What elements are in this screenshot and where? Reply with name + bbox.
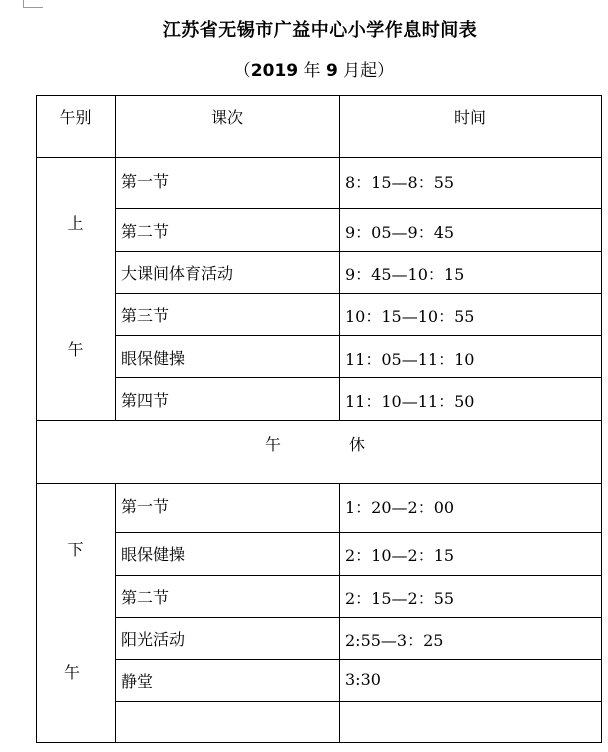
morning-lesson-6: 第四节 bbox=[121, 391, 170, 410]
table-line bbox=[115, 659, 602, 660]
header-lesson: 课次 bbox=[210, 108, 243, 127]
subtitle-close: 月起） bbox=[337, 61, 395, 81]
morning-time-3: 9：45—10：15 bbox=[345, 265, 465, 284]
table-line bbox=[36, 420, 602, 421]
morning-time-6: 11：10—11：50 bbox=[345, 392, 475, 411]
table-line bbox=[115, 377, 602, 378]
afternoon-time-5: 3:30 bbox=[345, 670, 381, 689]
afternoon-lesson-5: 静堂 bbox=[121, 672, 154, 691]
subtitle-year: 2019 bbox=[250, 61, 299, 81]
afternoon-label-top: 下 bbox=[67, 540, 84, 559]
morning-lesson-4: 第三节 bbox=[121, 306, 170, 325]
table-border-right bbox=[601, 95, 602, 743]
page-title: 江苏省无锡市广益中心小学作息时间表 bbox=[162, 20, 478, 41]
morning-lesson-2: 第二节 bbox=[121, 222, 170, 241]
morning-label-top: 上 bbox=[67, 214, 84, 233]
morning-label-bottom: 午 bbox=[67, 340, 84, 359]
noon-break-char-1: 午 bbox=[265, 435, 282, 454]
schedule-table bbox=[36, 95, 602, 743]
header-time: 时间 bbox=[453, 108, 486, 127]
afternoon-lesson-1: 第一节 bbox=[121, 497, 170, 516]
morning-lesson-5: 眼保健操 bbox=[121, 349, 186, 368]
morning-time-4: 10：15—10：55 bbox=[345, 307, 475, 326]
noon-break-char-2: 休 bbox=[349, 435, 366, 454]
table-line bbox=[339, 95, 340, 421]
page-corner-mark bbox=[23, 0, 43, 8]
afternoon-time-1: 1：20—2：00 bbox=[345, 498, 455, 517]
afternoon-lesson-4: 阳光活动 bbox=[121, 630, 186, 649]
morning-time-5: 11：05—11：10 bbox=[345, 350, 475, 369]
subtitle-month: 9 bbox=[325, 61, 338, 81]
table-line bbox=[115, 532, 602, 533]
table-line bbox=[339, 483, 340, 743]
table-line bbox=[115, 208, 602, 209]
afternoon-time-3: 2：15—2：55 bbox=[345, 589, 455, 608]
table-line bbox=[115, 293, 602, 294]
afternoon-time-2: 2：10—2：15 bbox=[345, 546, 455, 565]
table-line bbox=[115, 335, 602, 336]
morning-lesson-3: 大课间体育活动 bbox=[121, 264, 234, 283]
table-line bbox=[115, 251, 602, 252]
morning-time-2: 9：05—9：45 bbox=[345, 223, 455, 242]
afternoon-label-bottom: 午 bbox=[63, 663, 80, 682]
header-period: 午别 bbox=[59, 108, 92, 127]
table-border-top bbox=[36, 95, 602, 96]
afternoon-time-4: 2:55—3：25 bbox=[345, 631, 444, 650]
table-line bbox=[36, 483, 602, 484]
table-line bbox=[115, 575, 602, 576]
table-line bbox=[115, 95, 116, 421]
table-line bbox=[115, 701, 602, 702]
morning-time-1: 8：15—8：55 bbox=[345, 173, 455, 192]
afternoon-lesson-3: 第二节 bbox=[121, 588, 170, 607]
subtitle-nian: 年 bbox=[298, 61, 326, 81]
subtitle-open: （ bbox=[233, 61, 251, 81]
afternoon-lesson-2: 眼保健操 bbox=[121, 545, 186, 564]
page-subtitle bbox=[0, 56, 608, 81]
table-line bbox=[36, 157, 602, 158]
table-line bbox=[115, 483, 116, 743]
table-line bbox=[115, 617, 602, 618]
table-border-left bbox=[36, 95, 37, 743]
table-border-bottom bbox=[36, 742, 602, 743]
morning-lesson-1: 第一节 bbox=[121, 172, 170, 191]
